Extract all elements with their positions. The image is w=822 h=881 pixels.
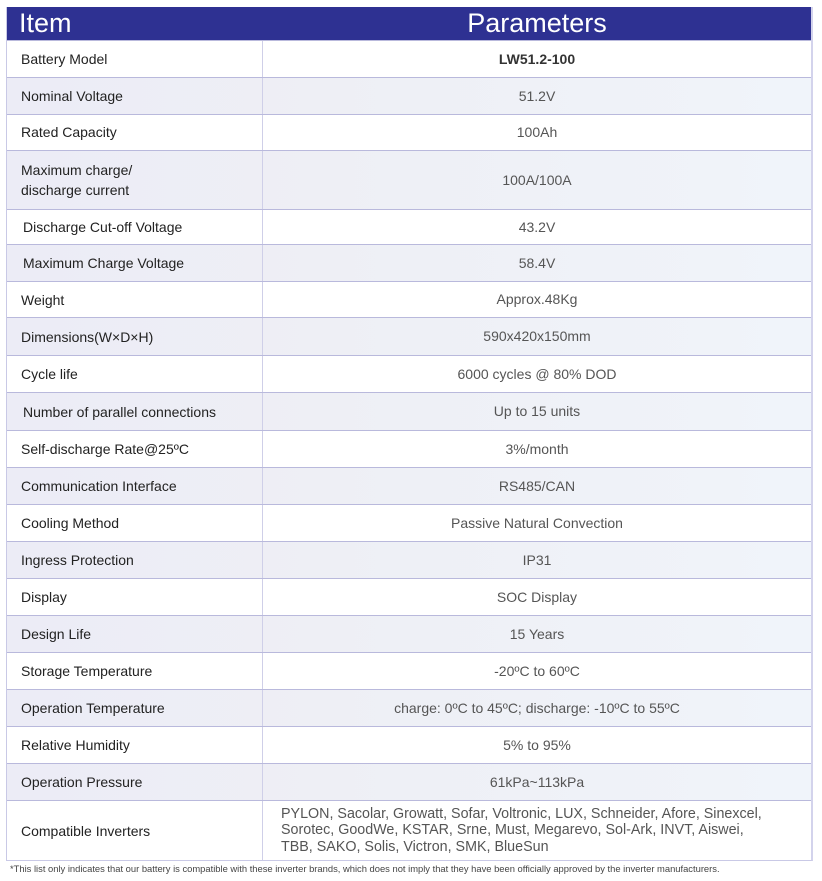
row-value: Approx.48Kg — [496, 291, 578, 307]
table-row — [7, 150, 811, 209]
row-value: 43.2V — [518, 218, 556, 235]
table-row — [7, 652, 811, 689]
row-label: Communication Interface — [7, 468, 263, 504]
table-row — [7, 467, 811, 504]
row-label: Dimensions(W×D×H) — [7, 318, 263, 355]
table-row — [7, 689, 811, 726]
row-label: Weight — [7, 282, 263, 317]
row-label — [7, 151, 263, 209]
table-row — [7, 244, 811, 281]
row-value: SOC Display — [496, 588, 578, 605]
row-label: Discharge Cut-off Voltage — [7, 210, 263, 244]
row-value: 3%/month — [505, 440, 569, 457]
row-label: Cooling Method — [7, 505, 263, 541]
table-row — [7, 578, 811, 615]
inverter-list-line: PYLON, Sacolar, Growatt, Sofar, Voltronic, LUX, Schneider, Afore, Sinexcel, — [281, 805, 762, 822]
spec-table — [6, 7, 813, 861]
row-label-line: discharge current — [21, 182, 130, 198]
row-label: Ingress Protection — [7, 542, 263, 578]
row-value: LW51.2-100 — [498, 50, 576, 67]
row-label: Operation Temperature — [7, 690, 263, 726]
row-value: -20ºC to 60ºC — [494, 662, 580, 679]
table-header — [7, 7, 811, 40]
row-value: 100Ah — [516, 124, 558, 140]
table-row — [7, 541, 811, 578]
row-value: 6000 cycles @ 80% DOD — [457, 365, 617, 382]
header-item: Item — [19, 8, 72, 38]
row-label: Nominal Voltage — [7, 78, 263, 114]
row-value: 61kPa~113kPa — [489, 773, 585, 790]
row-value: 100A/100A — [502, 171, 572, 188]
row-label: Battery Model — [7, 41, 263, 77]
table-row — [7, 726, 811, 763]
table-row — [7, 615, 811, 652]
row-value: IP31 — [522, 551, 552, 568]
row-value: 51.2V — [518, 87, 556, 104]
row-label: Operation Pressure — [7, 764, 263, 800]
table-row — [7, 392, 811, 430]
row-label: Number of parallel connections — [7, 393, 263, 430]
row-label: Self-discharge Rate@25ºC — [7, 431, 263, 467]
row-label: Cycle life — [7, 356, 263, 392]
row-value — [263, 801, 811, 860]
row-label: Maximum Charge Voltage — [7, 245, 263, 281]
table-row — [7, 209, 811, 244]
row-value: Passive Natural Convection — [451, 514, 623, 531]
row-label-line: Maximum charge/ — [21, 162, 133, 178]
row-value: 5% to 95% — [503, 736, 571, 753]
row-value: 590x420x150mm — [483, 328, 591, 344]
table-row — [7, 430, 811, 467]
table-row — [7, 763, 811, 800]
row-label: Display — [7, 579, 263, 615]
row-value: 15 Years — [509, 625, 565, 642]
row-label: Storage Temperature — [7, 653, 263, 689]
table-row — [7, 504, 811, 541]
table-row — [7, 317, 811, 355]
row-label: Relative Humidity — [7, 727, 263, 763]
row-value: Up to 15 units — [493, 403, 581, 419]
row-label: Compatible Inverters — [7, 801, 263, 860]
inverter-list-line: Sorotec, GoodWe, KSTAR, Srne, Must, Megarevo, Sol-Ark, INVT, Aiswei, — [281, 822, 744, 839]
table-row — [7, 281, 811, 317]
row-label: Design Life — [7, 616, 263, 652]
footnote: *This list only indicates that our battery is compatible with these inverter brands, which does not imply that they have been officially approved by the inverter manufacturers. — [10, 863, 720, 874]
table-row — [7, 114, 811, 150]
table-row — [7, 800, 811, 860]
inverter-list-line: TBB, SAKO, Solis, Victron, SMK, BlueSun — [281, 838, 549, 855]
header-parameters: Parameters — [467, 8, 607, 38]
row-value: 58.4V — [518, 254, 556, 271]
table-row — [7, 355, 811, 392]
table-row — [7, 40, 811, 77]
row-value: RS485/CAN — [498, 477, 576, 494]
row-label: Rated Capacity — [7, 115, 263, 150]
row-value: charge: 0ºC to 45ºC; discharge: -10ºC to 55ºC — [394, 699, 680, 716]
table-row — [7, 77, 811, 114]
